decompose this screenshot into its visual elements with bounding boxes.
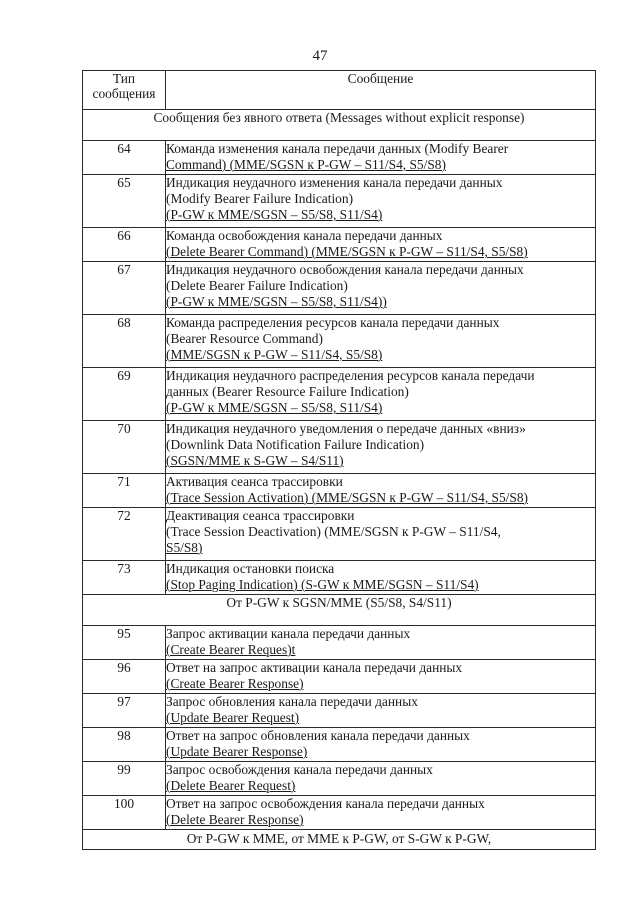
table-row xyxy=(83,175,596,228)
message-description xyxy=(166,796,596,830)
description-line: Индикация остановки поиска xyxy=(166,561,335,576)
header-type-line1: Тип xyxy=(112,71,136,86)
description-line: (Stop Paging Indication) (S-GW к MME/SGSN – S11/S4) xyxy=(166,577,479,592)
description-line: данных (Bearer Resource Failure Indication) xyxy=(166,384,409,399)
message-description xyxy=(166,508,596,561)
header-message: Сообщение xyxy=(166,71,596,110)
description-line: (Bearer Resource Command) xyxy=(166,331,323,346)
description-line: Команда распределения ресурсов канала передачи данных xyxy=(166,315,500,330)
message-type-code: 95 xyxy=(83,626,166,660)
description-line: Индикация неудачного уведомления о передаче данных «вниз» xyxy=(166,421,526,436)
description-line: Активация сеанса трассировки xyxy=(166,474,343,489)
description-line: (P-GW к MME/SGSN – S5/S8, S11/S4)) xyxy=(166,294,387,309)
description-line: (P-GW к MME/SGSN – S5/S8, S11/S4) xyxy=(166,207,383,222)
message-description xyxy=(166,561,596,595)
message-type-code: 97 xyxy=(83,694,166,728)
message-description xyxy=(166,728,596,762)
description-line: Ответ на запрос освобождения канала передачи данных xyxy=(166,796,485,811)
message-type-code: 64 xyxy=(83,141,166,175)
header-message-type xyxy=(83,71,166,110)
description-line: (Update Bearer Request) xyxy=(166,710,300,725)
message-type-code: 68 xyxy=(83,315,166,368)
description-line: (MME/SGSN к P-GW – S11/S4, S5/S8) xyxy=(166,347,383,362)
message-type-code: 71 xyxy=(83,474,166,508)
description-line: (Delete Bearer Request) xyxy=(166,778,296,793)
description-line: S5/S8) xyxy=(166,540,203,555)
message-type-code: 65 xyxy=(83,175,166,228)
message-type-code: 67 xyxy=(83,262,166,315)
description-line: (Delete Bearer Command) (MME/SGSN к P-GW – S11/S4, S5/S8) xyxy=(166,244,528,259)
message-description xyxy=(166,141,596,175)
description-line: Ответ на запрос активации канала передачи данных xyxy=(166,660,463,675)
message-type-code: 99 xyxy=(83,762,166,796)
table-header-row xyxy=(83,71,596,110)
message-description xyxy=(166,368,596,421)
description-line: Запрос активации канала передачи данных xyxy=(166,626,411,641)
message-description xyxy=(166,175,596,228)
description-line: (Create Bearer Reques)t xyxy=(166,642,296,657)
table-row xyxy=(83,368,596,421)
table-row xyxy=(83,228,596,262)
message-description xyxy=(166,626,596,660)
message-description xyxy=(166,315,596,368)
section-title: Сообщения без явного ответа (Messages without explicit response) xyxy=(83,110,596,141)
message-type-code: 69 xyxy=(83,368,166,421)
section-row xyxy=(83,110,596,141)
description-line: Команда изменения канала передачи данных (Modify Bearer xyxy=(166,141,509,156)
message-type-code: 66 xyxy=(83,228,166,262)
description-line: (Delete Bearer Response) xyxy=(166,812,304,827)
table-row xyxy=(83,728,596,762)
description-line: (Delete Bearer Failure Indication) xyxy=(166,278,348,293)
message-type-code: 73 xyxy=(83,561,166,595)
table-row xyxy=(83,474,596,508)
message-type-code: 100 xyxy=(83,796,166,830)
section-title: От P-GW к MME, от MME к P-GW, от S-GW к P-GW, xyxy=(83,830,596,850)
table-row xyxy=(83,694,596,728)
table-row xyxy=(83,561,596,595)
message-type-code: 70 xyxy=(83,421,166,474)
description-line: (Trace Session Activation) (MME/SGSN к P-GW – S11/S4, S5/S8) xyxy=(166,490,529,505)
message-description xyxy=(166,660,596,694)
table-row xyxy=(83,421,596,474)
description-line: Деактивация сеанса трассировки xyxy=(166,508,355,523)
table-row xyxy=(83,762,596,796)
description-line: (Trace Session Deactivation) (MME/SGSN к P-GW – S11/S4, xyxy=(166,524,501,539)
description-line: (P-GW к MME/SGSN – S5/S8, S11/S4) xyxy=(166,400,383,415)
message-type-code: 72 xyxy=(83,508,166,561)
table-row xyxy=(83,796,596,830)
description-line: Команда освобождения канала передачи данных xyxy=(166,228,443,243)
message-types-table xyxy=(82,70,596,850)
header-type-line2: сообщения xyxy=(92,86,156,101)
table-row xyxy=(83,315,596,368)
description-line: (Downlink Data Notification Failure Indication) xyxy=(166,437,425,452)
description-line: (Create Bearer Response) xyxy=(166,676,304,691)
message-description xyxy=(166,228,596,262)
description-line: Индикация неудачного распределения ресурсов канала передачи xyxy=(166,368,535,383)
description-line: Command) (MME/SGSN к P-GW – S11/S4, S5/S8) xyxy=(166,157,446,172)
table-row xyxy=(83,262,596,315)
description-line: Ответ на запрос обновления канала передачи данных xyxy=(166,728,470,743)
message-description xyxy=(166,694,596,728)
message-description xyxy=(166,262,596,315)
description-line: (Modify Bearer Failure Indication) xyxy=(166,191,354,206)
description-line: Запрос освобождения канала передачи данных xyxy=(166,762,433,777)
description-line: (SGSN/MME к S-GW – S4/S11) xyxy=(166,453,344,468)
page-number: 47 xyxy=(312,48,328,64)
description-line: (Update Bearer Response) xyxy=(166,744,308,759)
message-type-code: 98 xyxy=(83,728,166,762)
section-title: От P-GW к SGSN/MME (S5/S8, S4/S11) xyxy=(83,595,596,626)
message-description xyxy=(166,421,596,474)
section-row xyxy=(83,595,596,626)
description-line: Индикация неудачного освобождения канала передачи данных xyxy=(166,262,524,277)
table-row xyxy=(83,141,596,175)
message-description xyxy=(166,762,596,796)
table-row xyxy=(83,508,596,561)
table-row xyxy=(83,660,596,694)
message-type-code: 96 xyxy=(83,660,166,694)
section-row xyxy=(83,830,596,850)
message-description xyxy=(166,474,596,508)
description-line: Запрос обновления канала передачи данных xyxy=(166,694,418,709)
description-line: Индикация неудачного изменения канала передачи данных xyxy=(166,175,503,190)
table-row xyxy=(83,626,596,660)
